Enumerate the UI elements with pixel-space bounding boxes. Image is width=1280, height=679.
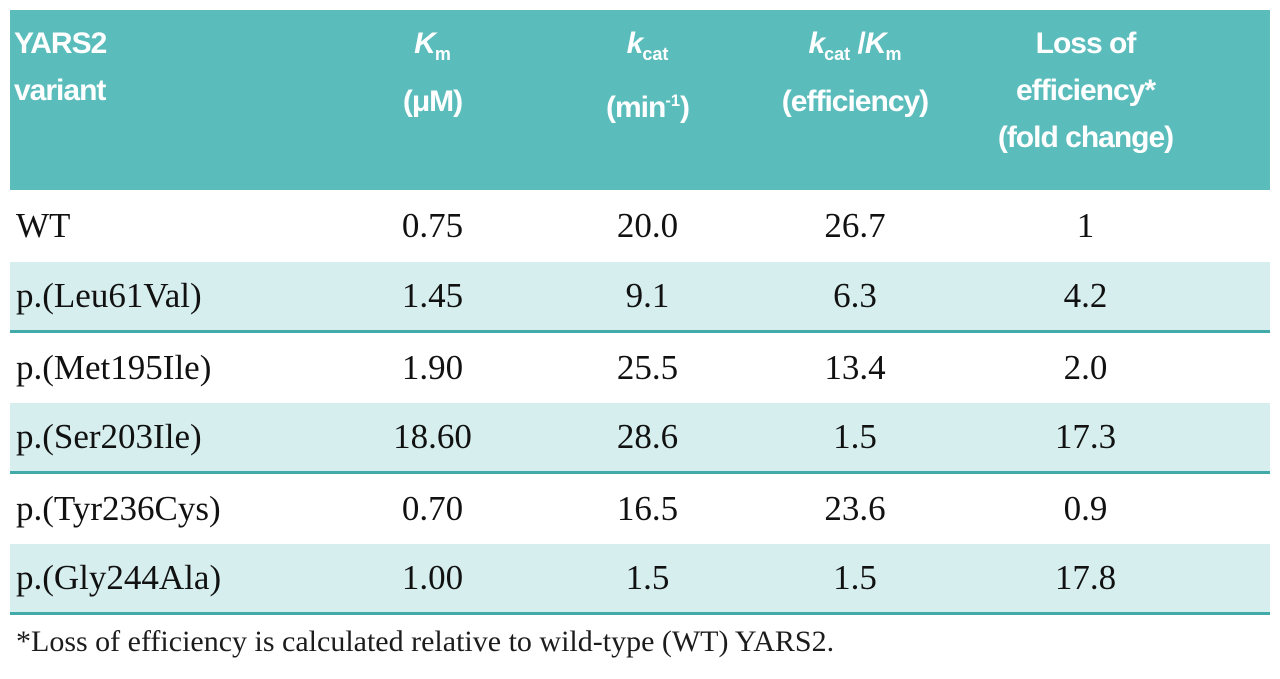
ratio-kcat-symbol: k [808, 27, 825, 60]
loss-line2: efficiency* [1015, 74, 1156, 107]
efficiency-value: 13.4 [824, 347, 886, 387]
table-row [10, 331, 1270, 403]
ratio-symbol-line [751, 20, 959, 78]
table-header-row [10, 10, 1270, 190]
kcat-subscript: cat [642, 44, 669, 64]
variant-cell: p.(Tyr236Cys) [16, 488, 221, 528]
loss-value: 17.8 [960, 544, 1270, 613]
efficiency-value: 6.3 [750, 262, 960, 331]
kcat-symbol-line [546, 20, 749, 78]
km-value: 1.45 [320, 262, 545, 331]
kcat-value: 1.5 [545, 544, 750, 613]
km-symbol-line [321, 20, 544, 78]
loss-line1: Loss of [1035, 27, 1136, 60]
kcat-value: 20.0 [616, 206, 679, 245]
kcat-value: 28.6 [545, 403, 750, 472]
variant-cell: p.(Ser203Ile) [10, 403, 320, 472]
variant-cell: p.(Met195Ile) [16, 347, 212, 387]
loss-value: 1 [1076, 206, 1095, 245]
efficiency-value: 1.5 [750, 544, 960, 613]
kcat-unit: $(\min^{-1})$ [606, 91, 689, 124]
column-header-kcat [545, 10, 750, 190]
table-row [10, 544, 1270, 613]
column-header-loss [960, 10, 1270, 190]
table-row [10, 262, 1270, 331]
ratio-kcat-subscript: cat [824, 44, 851, 64]
efficiency-value: 1.5 [750, 403, 960, 472]
loss-value: 4.2 [960, 262, 1270, 331]
column-header-efficiency [750, 10, 960, 190]
efficiency-value: 26.7 [824, 206, 886, 245]
km-value: 18.60 [320, 403, 545, 472]
loss-value: 0.9 [1063, 488, 1108, 528]
km-value: 0.75 [401, 206, 464, 245]
table-row [10, 403, 1270, 472]
column-header-km [320, 10, 545, 190]
km-value: 1.90 [401, 347, 464, 387]
variant-cell: p.(Leu61Val) [10, 262, 320, 331]
column-header-variant [10, 10, 320, 190]
ratio-km-symbol: K [864, 27, 886, 60]
kcat-value: 16.5 [616, 488, 679, 528]
table-footnote: *Loss of efficiency is calculated relative to wild-type (WT) YARS2. [16, 624, 835, 658]
header-variant-line2: variant [14, 74, 106, 107]
efficiency-value: 23.6 [824, 488, 886, 528]
loss-line3: (fold change) [997, 121, 1174, 154]
kcat-unit-exponent: -1 [665, 92, 680, 110]
table-row [10, 190, 1270, 262]
loss-value: 2.0 [1063, 347, 1108, 387]
km-value: 1.00 [320, 544, 545, 613]
table-row [10, 472, 1270, 544]
loss-value: 17.3 [960, 403, 1270, 472]
km-subscript: m [434, 44, 451, 64]
kcat-value: 9.1 [545, 262, 750, 331]
km-unit: (μM) [402, 85, 463, 118]
variant-cell: WT [16, 206, 71, 245]
efficiency-label: (efficiency) [781, 85, 929, 118]
kcat-value: 25.5 [616, 347, 679, 387]
km-symbol: K [414, 27, 435, 60]
ratio-slash: / [850, 27, 865, 60]
variant-cell: p.(Gly244Ala) [10, 544, 320, 613]
yars2-kinetics-table [10, 10, 1270, 615]
ratio-km-subscript: m [885, 44, 902, 64]
km-value: 0.70 [401, 488, 464, 528]
header-variant-line1: YARS2 [14, 27, 107, 60]
kcat-symbol: k [626, 27, 643, 60]
